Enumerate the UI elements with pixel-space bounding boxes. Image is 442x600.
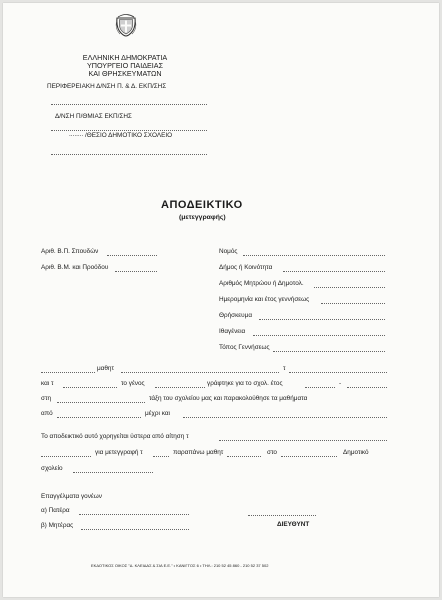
body-text-transfer: για μετεγγραφή τ <box>95 449 143 456</box>
body-blank-1a[interactable] <box>41 372 95 373</box>
regional-blank-line[interactable] <box>51 104 207 105</box>
body-blank-grade[interactable] <box>57 402 145 403</box>
body-text-school: σχολείο <box>41 465 63 472</box>
field-label-nationality: Ιθαγένεια <box>219 328 246 335</box>
body-text-r4-from: από <box>41 410 53 417</box>
field-label-religion: Θρήσκευμα <box>219 312 253 319</box>
director-signature-label: ΔΙΕΥΘΥΝΤ <box>277 521 310 528</box>
body-blank-student-name[interactable] <box>121 372 279 373</box>
field-input-religion[interactable] <box>259 319 385 320</box>
field-label-birthplace: Τόπος Γεννήσεως <box>219 344 270 351</box>
field-input-study-book[interactable] <box>107 255 157 256</box>
publisher-footer: ΕΚΔΟΤΙΚΟΣ ΟΙΚΟΣ "Δ. ΚΛΕΙΔΑΣ & ΣΙΑ Ε.Ε." • ΚΑΝΙΓΓΟΣ 6 • ΤΗΛ.: 210 52 45 860 - 210 52 37 502 <box>91 563 269 568</box>
field-input-municipality[interactable] <box>283 271 385 272</box>
body-text-issued: Το αποδεικτικό αυτό χορηγείται ύστερα από αίτηση τ <box>41 433 189 440</box>
field-label-registry-number: Αριθμός Μητρώου ή Δημοτολ. <box>219 280 304 287</box>
field-input-progress-book[interactable] <box>115 271 157 272</box>
body-blank-parent[interactable] <box>63 387 117 388</box>
document-title: ΑΠΟΔΕΙΚΤΙΚΟ <box>161 199 243 211</box>
body-text-primary: Δημοτικό <box>343 449 369 456</box>
body-text-dash: - <box>339 380 342 387</box>
body-blank-6c[interactable] <box>227 456 261 457</box>
document-subtitle: (μετεγγραφής) <box>179 214 226 221</box>
header-republic: ΕΛΛΗΝΙΚΗ ΔΗΜΟΚΡΑΤΙΑ <box>82 53 168 62</box>
body-blank-year-from[interactable] <box>305 387 335 388</box>
body-blank-date-from[interactable] <box>57 417 141 418</box>
signature-date-line[interactable] <box>248 515 316 516</box>
body-blank-date-to[interactable] <box>183 417 387 418</box>
field-input-registry-number[interactable] <box>314 287 385 288</box>
body-text-r4-until: μέχρι και <box>145 410 170 417</box>
body-blank-school-name[interactable] <box>73 472 153 473</box>
header-primary-directorate: Δ/ΝΣΗ Π/ΘΜΙΑΣ ΕΚΠ/ΣΗΣ <box>55 113 132 120</box>
field-input-birthplace[interactable] <box>273 351 385 352</box>
parents-mother-input[interactable] <box>81 529 189 530</box>
coat-of-arms-emblem <box>115 12 137 38</box>
field-label-prefecture: Νομός <box>219 248 238 255</box>
school-number-prefix: ........ <box>69 131 84 138</box>
body-text-r2-start: και τ <box>41 380 54 387</box>
body-blank-1b[interactable] <box>289 372 387 373</box>
body-text-grade-attended: τάξη του σχολείου μας και παρακολούθησε τα μαθήματα <box>149 395 308 402</box>
body-text-r1-end: τ <box>283 365 286 372</box>
school-blank-line[interactable] <box>51 154 207 155</box>
body-text-to: στο <box>267 449 277 456</box>
body-blank-6a[interactable] <box>41 456 91 457</box>
header-school: /ΘΕΣΙΟ ΔΗΜΟΤΙΚΟ ΣΧΟΛΕΙΟ <box>85 132 173 139</box>
field-input-nationality[interactable] <box>253 335 385 336</box>
body-text-enrolled: γράφτηκε για το σχολ. έτος <box>207 380 283 387</box>
header-ministry: ΥΠΟΥΡΓΕΙΟ ΠΑΙΔΕΙΑΣ <box>86 61 164 70</box>
parents-mother-label: β) Μητέρας <box>41 522 74 529</box>
header-regional-directorate: ΠΕΡΙΦΕΡΕΙΑΚΗ Δ/ΝΣΗ Π. & Δ. ΕΚΠ/ΣΗΣ <box>47 83 167 90</box>
parents-heading: Επαγγέλματα γονέων <box>41 493 102 500</box>
body-blank-target-school[interactable] <box>281 456 337 457</box>
body-blank-year-to[interactable] <box>347 387 387 388</box>
document-sheet <box>3 3 439 597</box>
field-label-municipality: Δήμος ή Κοινότητα <box>219 264 273 271</box>
body-text-r3-start: στη <box>41 395 52 402</box>
field-input-birth-date[interactable] <box>321 303 385 304</box>
body-blank-maiden-name[interactable] <box>155 387 205 388</box>
field-label-progress-book: Αριθ. Β.Μ. και Προόδου <box>41 264 109 271</box>
parents-father-input[interactable] <box>79 514 189 515</box>
field-label-study-book: Αριθ. Β.Π. Σπουδών <box>41 248 99 255</box>
field-label-birth-date: Ημερομηνία και έτος γεννήσεως <box>219 296 310 303</box>
parents-father-label: α) Πατέρα <box>41 507 70 514</box>
body-text-maiden: το γένος <box>121 380 145 387</box>
body-text-student: μαθητ <box>97 365 115 372</box>
body-blank-6b[interactable] <box>153 456 169 457</box>
field-input-prefecture[interactable] <box>243 255 385 256</box>
body-blank-applicant[interactable] <box>219 440 387 441</box>
body-text-above-student: παραπάνω μαθητ <box>173 449 224 456</box>
header-ministry-2: ΚΑΙ ΘΡΗΣΚΕΥΜΑΤΩΝ <box>88 69 162 78</box>
